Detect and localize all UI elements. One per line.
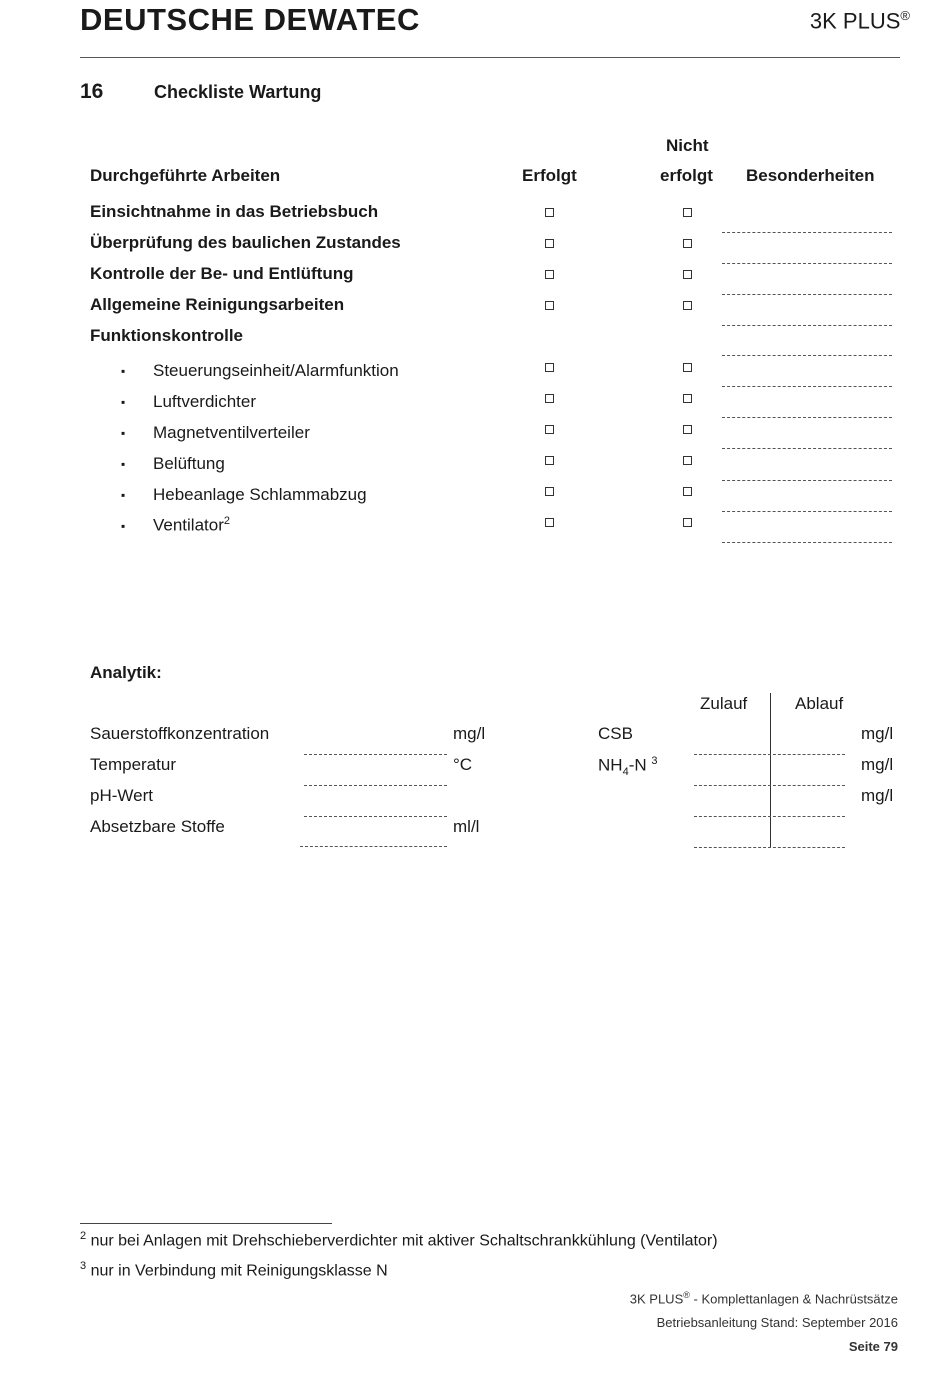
footnote-divider xyxy=(80,1223,332,1224)
analysis-unit: °C xyxy=(453,755,473,774)
subtask-label: Magnetventilverteiler xyxy=(153,423,310,442)
analysis-label: Sauerstoffkonzentration xyxy=(90,724,270,743)
bullet-icon: ▪ xyxy=(121,457,126,471)
checkbox-not-done[interactable] xyxy=(683,394,692,403)
checkbox-done[interactable] xyxy=(545,487,554,496)
inflow-outflow-divider xyxy=(770,693,771,848)
task-label: Funktionskontrolle xyxy=(90,326,243,345)
col-header-outflow: Ablauf xyxy=(795,694,844,713)
section-number: 16 xyxy=(80,80,104,103)
notes-line[interactable] xyxy=(722,232,892,233)
task-label: Einsichtnahme in das Betriebsbuch xyxy=(90,202,379,221)
page-number: Seite 79 xyxy=(848,1339,898,1354)
footnote xyxy=(80,1260,388,1280)
header-divider xyxy=(80,57,900,58)
checkbox-not-done[interactable] xyxy=(683,487,692,496)
registered-mark: ® xyxy=(683,1290,690,1300)
subtask-label: Hebeanlage Schlammabzug xyxy=(153,485,367,504)
product-label: 3K PLUS xyxy=(809,8,901,34)
checkbox-done[interactable] xyxy=(545,518,554,527)
task-label: Überprüfung des baulichen Zustandes xyxy=(90,233,401,252)
bullet-icon: ▪ xyxy=(121,426,126,440)
analysis-unit: ml/l xyxy=(453,817,480,836)
checkbox-done[interactable] xyxy=(545,394,554,403)
subscript: 4 xyxy=(622,766,629,779)
subtask-text: Ventilator xyxy=(153,515,224,535)
col-header-not-done-line2: erfolgt xyxy=(660,166,713,185)
col-header-inflow: Zulauf xyxy=(700,694,748,713)
footnote-mark: 2 xyxy=(80,1230,87,1242)
bullet-icon: ▪ xyxy=(121,395,126,409)
analysis-label: Absetzbare Stoffe xyxy=(90,817,225,836)
footnote-ref: 2 xyxy=(223,515,231,527)
value-line[interactable] xyxy=(694,754,845,755)
notes-line[interactable] xyxy=(722,448,892,449)
bullet-icon: ▪ xyxy=(121,364,126,378)
col-header-tasks: Durchgeführte Arbeiten xyxy=(90,166,281,185)
notes-line[interactable] xyxy=(722,511,892,512)
footnote-ref: 3 xyxy=(651,755,658,767)
checkbox-not-done[interactable] xyxy=(683,270,692,279)
analysis-label: CSB xyxy=(598,724,633,743)
footnote xyxy=(80,1230,718,1250)
analysis-label: pH-Wert xyxy=(90,786,153,805)
value-line[interactable] xyxy=(304,816,447,817)
task-label: Kontrolle der Be- und Entlüftung xyxy=(90,264,354,283)
checkbox-done[interactable] xyxy=(545,456,554,465)
notes-line[interactable] xyxy=(722,355,892,356)
checkbox-done[interactable] xyxy=(545,208,554,217)
analysis-label: Temperatur xyxy=(90,755,176,774)
notes-line[interactable] xyxy=(722,480,892,481)
value-line[interactable] xyxy=(304,754,447,755)
footer-product: 3K PLUS xyxy=(629,1291,684,1307)
checkbox-done[interactable] xyxy=(545,270,554,279)
analysis-unit: mg/l xyxy=(861,724,894,743)
footnote-mark: 3 xyxy=(80,1260,87,1272)
registered-mark: ® xyxy=(900,8,910,23)
checkbox-done[interactable] xyxy=(545,425,554,434)
notes-line[interactable] xyxy=(722,542,892,543)
checkbox-not-done[interactable] xyxy=(683,208,692,217)
analysis-unit: mg/l xyxy=(861,755,894,774)
notes-line[interactable] xyxy=(722,263,892,264)
checkbox-done[interactable] xyxy=(545,363,554,372)
subtask-label: Belüftung xyxy=(153,454,225,473)
value-line[interactable] xyxy=(694,816,845,817)
analytik-title: Analytik: xyxy=(90,663,162,682)
checkbox-not-done[interactable] xyxy=(683,239,692,248)
value-line[interactable] xyxy=(304,785,447,786)
checkbox-not-done[interactable] xyxy=(683,425,692,434)
bullet-icon: ▪ xyxy=(121,488,126,502)
bullet-icon: ▪ xyxy=(121,519,126,533)
nh-text: NH xyxy=(598,755,623,775)
notes-line[interactable] xyxy=(722,417,892,418)
checkbox-not-done[interactable] xyxy=(683,518,692,527)
checkbox-not-done[interactable] xyxy=(683,456,692,465)
checkbox-done[interactable] xyxy=(545,301,554,310)
value-line[interactable] xyxy=(694,785,845,786)
subtask-label: Steuerungseinheit/Alarmfunktion xyxy=(153,361,399,380)
value-line[interactable] xyxy=(694,847,845,848)
checkbox-done[interactable] xyxy=(545,239,554,248)
brand-title: DEUTSCHE DEWATEC xyxy=(80,2,420,37)
analysis-unit: mg/l xyxy=(453,724,486,743)
col-header-done: Erfolgt xyxy=(522,166,577,185)
notes-line[interactable] xyxy=(722,386,892,387)
section-title: Checkliste Wartung xyxy=(154,82,322,102)
task-label: Allgemeine Reinigungsarbeiten xyxy=(90,295,345,314)
footnote-text: nur in Verbindung mit Reinigungsklasse N xyxy=(90,1262,388,1280)
subtask-label: Luftverdichter xyxy=(153,392,256,411)
col-header-notes: Besonderheiten xyxy=(746,166,875,185)
notes-line[interactable] xyxy=(722,294,892,295)
value-line[interactable] xyxy=(300,846,447,847)
suffix-text: -N xyxy=(628,755,647,775)
analysis-label xyxy=(598,755,658,778)
checkbox-not-done[interactable] xyxy=(683,363,692,372)
product-name xyxy=(810,8,910,34)
subtask-label xyxy=(153,515,230,536)
footer-edition: Betriebsanleitung Stand: September 2016 xyxy=(656,1315,898,1330)
analysis-unit: mg/l xyxy=(861,786,894,805)
col-header-not-done-line1: Nicht xyxy=(666,136,709,155)
notes-line[interactable] xyxy=(722,325,892,326)
checkbox-not-done[interactable] xyxy=(683,301,692,310)
footnote-text: nur bei Anlagen mit Drehschieberverdichter mit aktiver Schaltschrankkühlung (Ventilator) xyxy=(90,1232,718,1250)
footer-product-desc: - Komplettanlagen & Nachrüstsätze xyxy=(689,1291,898,1307)
footer-product-line xyxy=(630,1290,898,1306)
